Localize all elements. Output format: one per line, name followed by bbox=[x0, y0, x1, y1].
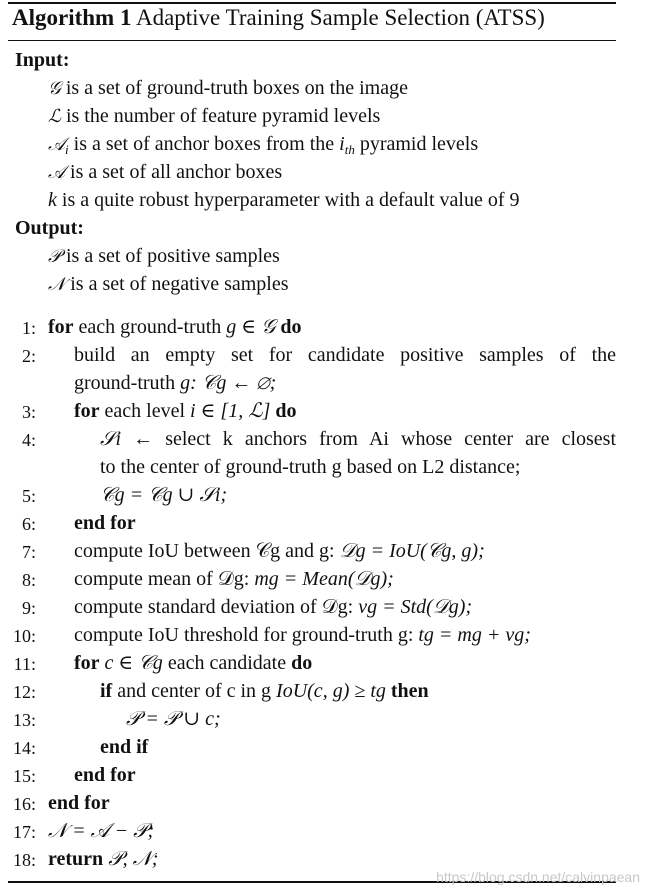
step-keyword: then bbox=[390, 680, 429, 702]
step-math: g: 𝒞g ← ∅; bbox=[180, 372, 277, 394]
algorithm-step bbox=[74, 341, 616, 369]
algorithm-step bbox=[74, 509, 136, 537]
step-text: each candidate bbox=[167, 652, 287, 674]
step-keyword: end for bbox=[74, 764, 136, 786]
output-header: Output: bbox=[15, 217, 84, 239]
step-math: mg = Mean(𝒟g); bbox=[254, 568, 394, 590]
step-text: ground-truth bbox=[74, 372, 176, 394]
algorithm-step bbox=[74, 761, 136, 789]
step-math: vg = Std(𝒟g); bbox=[358, 596, 473, 618]
step-keyword: end for bbox=[74, 512, 136, 534]
step-math: g ∈ 𝒢 bbox=[226, 316, 276, 338]
step-text: select k anchors from Ai whose center are closest bbox=[165, 428, 617, 450]
algorithm-step bbox=[74, 593, 472, 621]
algorithm-step bbox=[100, 733, 148, 761]
step-number: 11: bbox=[13, 654, 36, 674]
step-number: 12: bbox=[12, 682, 36, 702]
algorithm-step bbox=[74, 537, 485, 565]
step-math: i ∈ [1, ℒ] bbox=[190, 400, 271, 422]
step-keyword: if bbox=[100, 680, 113, 702]
input-header: Input: bbox=[15, 49, 70, 71]
step-math: 𝒫, 𝒩; bbox=[108, 848, 159, 870]
step-keyword: do bbox=[291, 652, 313, 674]
step-number: 7: bbox=[21, 542, 36, 562]
step-number: 2: bbox=[21, 346, 36, 366]
step-math: tg = mg + vg; bbox=[418, 624, 531, 646]
algorithm-step bbox=[74, 397, 297, 425]
algorithm-step bbox=[100, 481, 227, 509]
algorithm-step bbox=[74, 649, 312, 677]
step-keyword: end if bbox=[100, 736, 149, 758]
step-keyword: for bbox=[74, 652, 100, 674]
step-number: 1: bbox=[21, 318, 36, 338]
step-text: and center of c in g bbox=[117, 680, 272, 702]
input-item-3: 𝒜$_i$ is a set of anchor boxes from the $i_{th}$ pyramid levels bbox=[48, 133, 479, 157]
watermark: https://blog.csdn.net/calvinpaean bbox=[436, 869, 640, 885]
title-rule bbox=[8, 40, 616, 41]
step-number: 14: bbox=[12, 738, 36, 758]
algorithm-step bbox=[126, 705, 221, 733]
step-number: 16: bbox=[12, 794, 36, 814]
input-item-5: k is a quite robust hyperparameter with a default value of 9 bbox=[48, 189, 520, 211]
algorithm-caption bbox=[12, 5, 545, 31]
step-number: 8: bbox=[21, 570, 36, 590]
step-number: 18: bbox=[12, 850, 36, 870]
step-math: 𝒫 = 𝒫 ∪ c; bbox=[126, 708, 221, 730]
algorithm-step bbox=[48, 789, 110, 817]
step-number: 3: bbox=[21, 402, 36, 422]
algorithm-label: Algorithm 1 bbox=[12, 5, 132, 30]
step-math: 𝒩 = 𝒜 − 𝒫; bbox=[48, 820, 155, 842]
step-text: each level bbox=[104, 400, 186, 422]
step-text: to the center of ground-truth g based on L2 distance; bbox=[100, 456, 521, 478]
step-number: 15: bbox=[12, 766, 36, 786]
step-keyword: do bbox=[280, 316, 302, 338]
top-rule bbox=[8, 2, 616, 4]
step-text: compute IoU threshold for ground-truth g: bbox=[74, 624, 414, 646]
algorithm-step bbox=[74, 565, 394, 593]
output-item-1: 𝒫 is a set of positive samples bbox=[48, 245, 280, 267]
step-math: 𝒮i ← bbox=[100, 428, 154, 450]
step-math: 𝒟g = IoU(𝒞g, g); bbox=[339, 540, 485, 562]
step-keyword: for bbox=[74, 400, 100, 422]
step-number: 6: bbox=[21, 514, 36, 534]
algorithm-title: Adaptive Training Sample Selection (ATSS) bbox=[135, 5, 545, 30]
algorithm-step bbox=[100, 425, 616, 453]
step-text: compute standard deviation of 𝒟g: bbox=[74, 596, 354, 618]
step-keyword: for bbox=[48, 316, 74, 338]
step-number: 5: bbox=[21, 486, 36, 506]
algorithm-step bbox=[100, 677, 429, 705]
step-text: each ground-truth bbox=[78, 316, 222, 338]
step-number: 17: bbox=[12, 822, 36, 842]
input-item-2: ℒ is the number of feature pyramid levels bbox=[48, 105, 381, 127]
step-keyword: end for bbox=[48, 792, 110, 814]
step-math: c ∈ 𝒞g bbox=[104, 652, 163, 674]
algorithm-step bbox=[74, 369, 276, 397]
step-keyword: return bbox=[48, 848, 104, 870]
step-math: 𝒞g = 𝒞g ∪ 𝒮i; bbox=[100, 484, 228, 506]
step-text: compute mean of 𝒟g: bbox=[74, 568, 250, 590]
step-math: IoU(c, g) ≥ tg bbox=[276, 680, 386, 702]
algorithm-step bbox=[48, 845, 158, 873]
input-item-4: 𝒜 is a set of all anchor boxes bbox=[48, 161, 283, 183]
step-text: build an empty set for candidate positive samples of the bbox=[74, 344, 616, 366]
step-number: 9: bbox=[21, 598, 36, 618]
algorithm-step bbox=[74, 621, 531, 649]
step-number: 10: bbox=[12, 626, 36, 646]
algorithm-step bbox=[100, 453, 520, 481]
input-item-1: 𝒢 is a set of ground-truth boxes on the image bbox=[48, 77, 408, 99]
step-number: 4: bbox=[21, 430, 36, 450]
output-item-2: 𝒩 is a set of negative samples bbox=[48, 273, 289, 295]
algorithm-step bbox=[48, 817, 154, 845]
algorithm-step bbox=[48, 313, 301, 341]
step-text: compute IoU between 𝒞g and g: bbox=[74, 540, 335, 562]
step-keyword: do bbox=[275, 400, 297, 422]
step-number: 13: bbox=[12, 710, 36, 730]
